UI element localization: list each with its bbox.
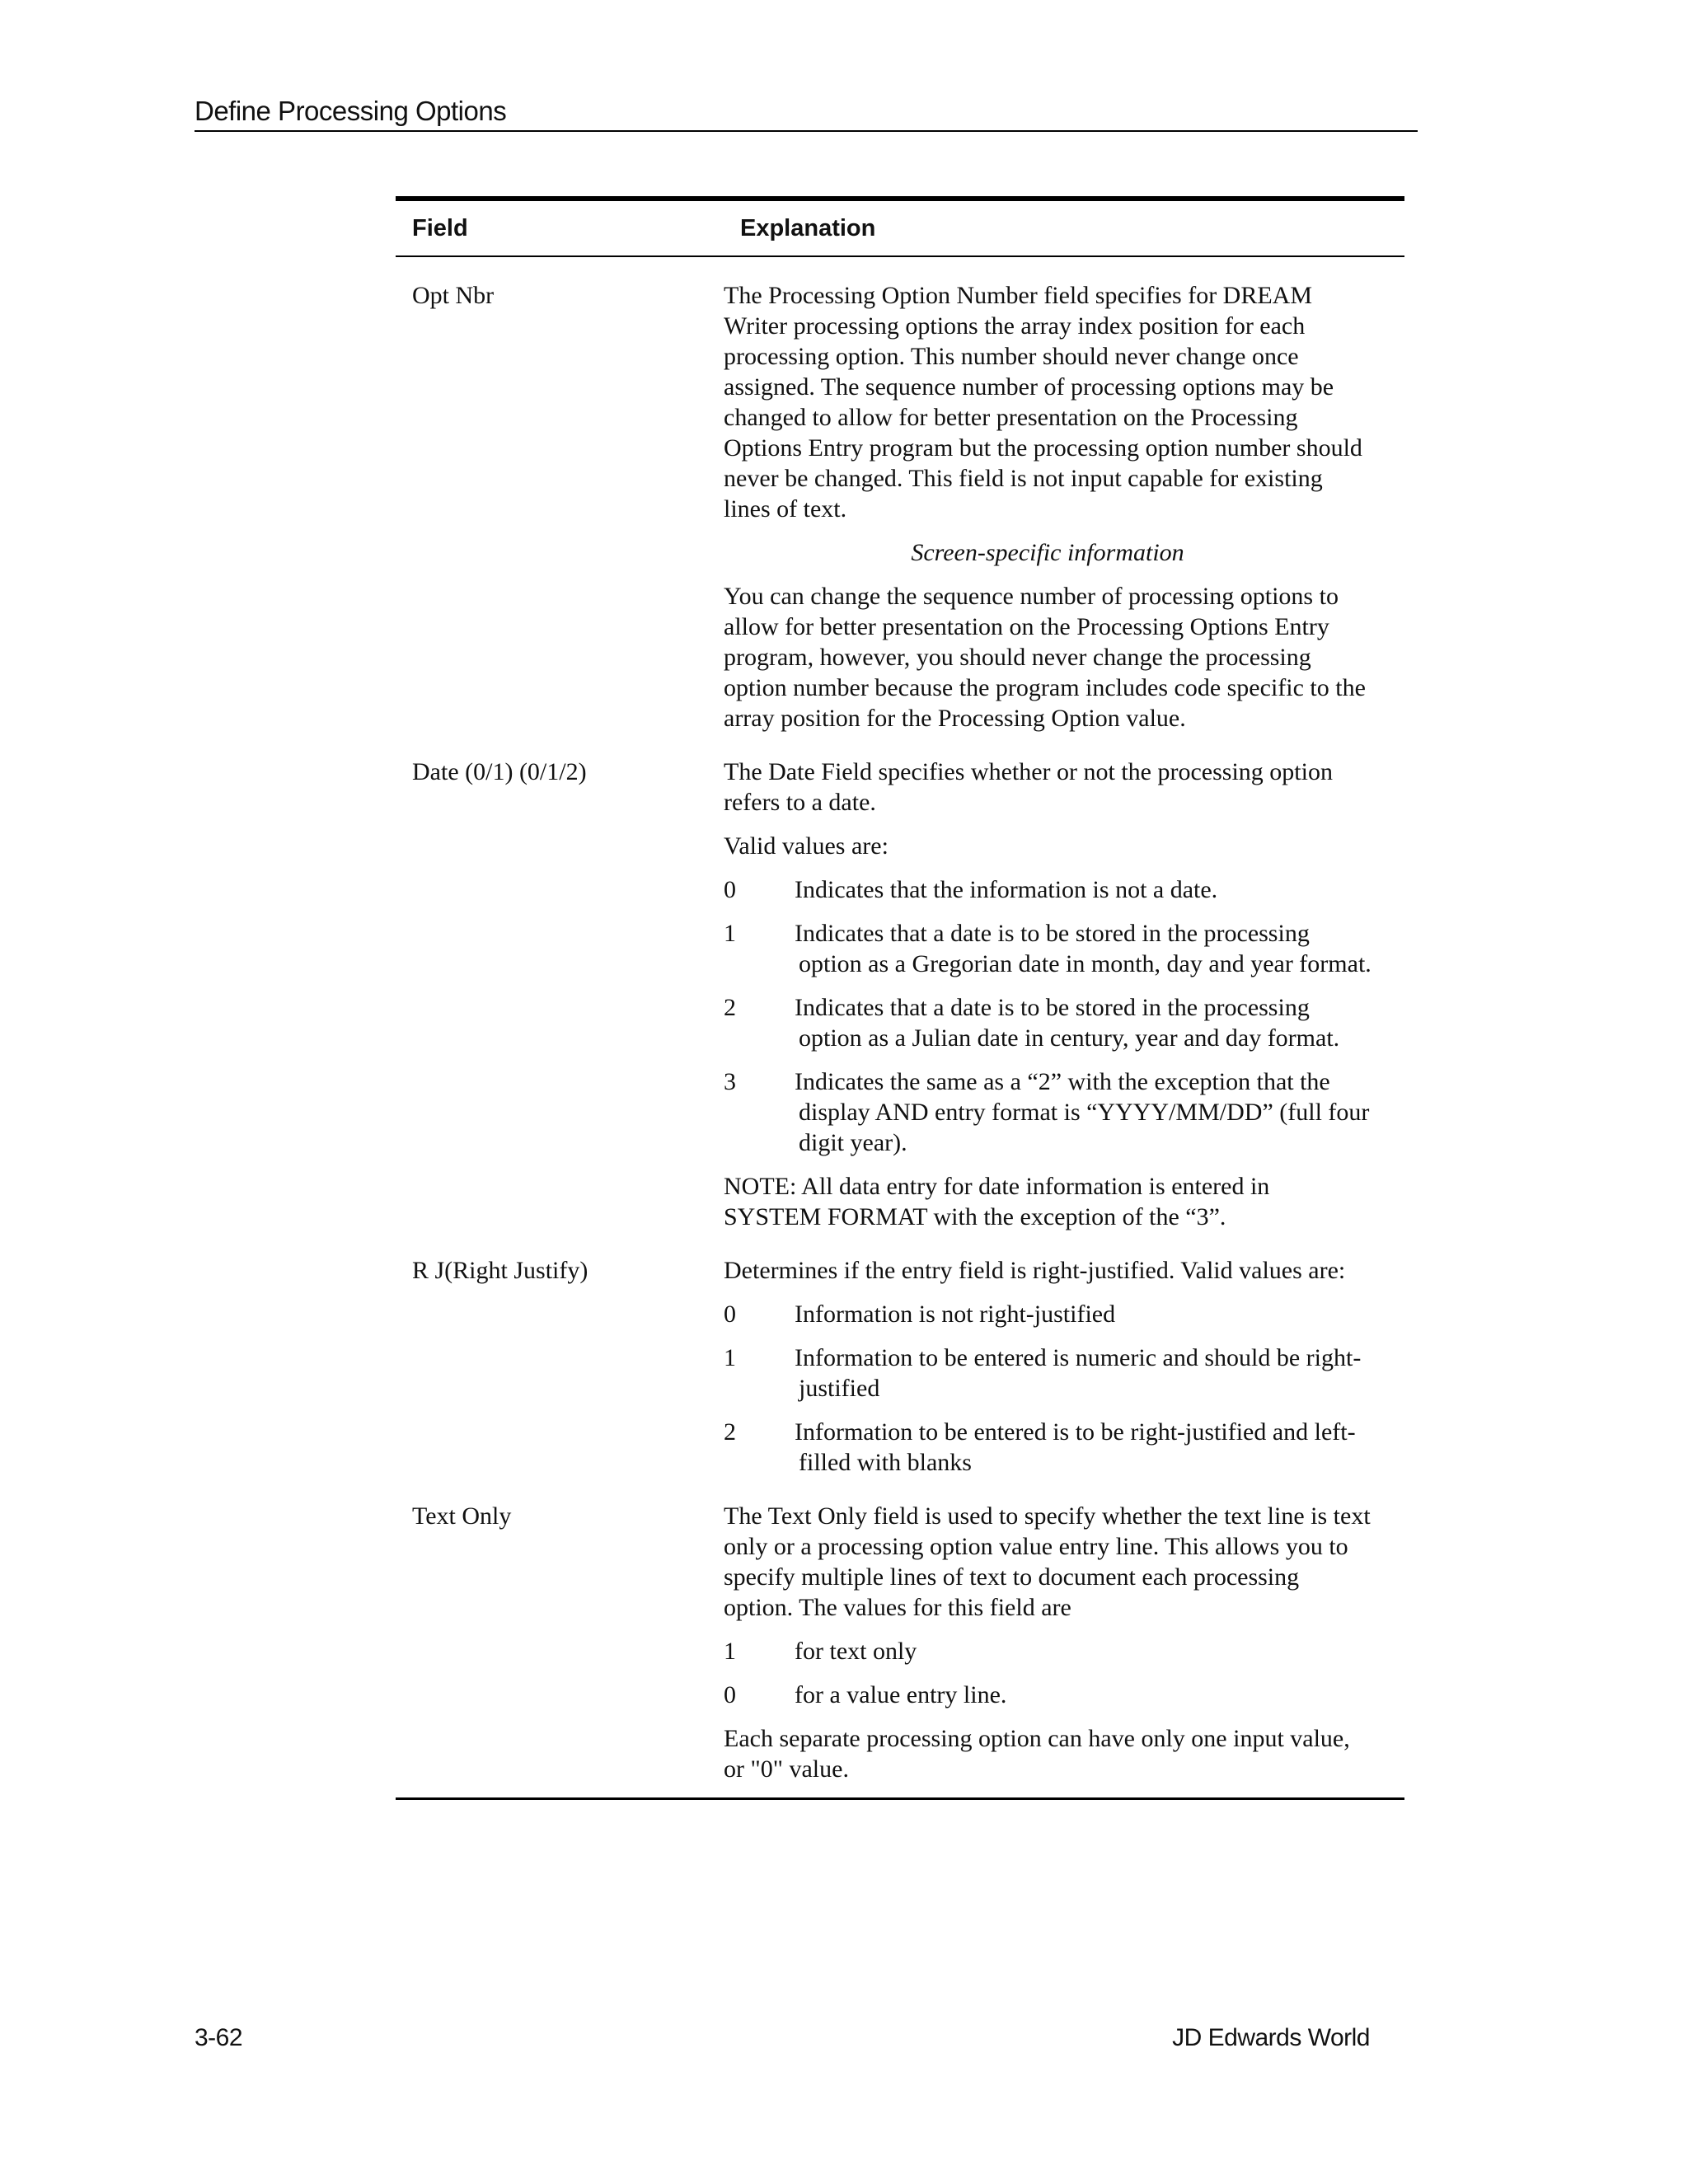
column-header-field: Field	[412, 214, 468, 241]
explanation-paragraph: The Text Only field is used to specify whether the text line is text only or a processing option value entry line. This allows you to specify multiple lines of text to document each processing option. The values for this field are	[724, 1502, 1371, 1621]
value-code: 1	[724, 920, 736, 947]
value-list-item	[724, 992, 1372, 1053]
value-list-item	[724, 1636, 1372, 1666]
table-bottom-rule	[396, 1797, 1404, 1800]
header-rule	[195, 130, 1418, 132]
field-explanation	[724, 1255, 1372, 1478]
value-description: Indicates the same as a “2” with the exception that the display AND entry format is “YYYY/MM/DD” (full four digit year).	[795, 1068, 1370, 1156]
value-code: 0	[724, 1301, 736, 1328]
valid-values-intro: Valid values are:	[724, 832, 889, 860]
screen-specific-subheading: Screen-specific information	[911, 539, 1184, 566]
explanation-paragraph: Determines if the entry field is right-justified. Valid values are:	[724, 1257, 1346, 1284]
table-row	[396, 757, 1404, 1232]
value-code: 0	[724, 876, 736, 903]
value-list-item	[724, 1417, 1372, 1478]
value-code: 2	[724, 1418, 736, 1446]
value-description: Information is not right-justified	[795, 1301, 1116, 1328]
value-list-item	[724, 918, 1372, 979]
publisher-name: JD Edwards World	[1172, 2024, 1370, 2051]
value-list-item	[724, 1066, 1372, 1158]
explanation-paragraph: The Date Field specifies whether or not the processing option refers to a date.	[724, 758, 1333, 816]
value-code: 3	[724, 1068, 736, 1095]
explanation-paragraph: Each separate processing option can have only one input value, or "0" value.	[724, 1725, 1350, 1783]
value-description: Information to be entered is to be right-justified and left-filled with blanks	[795, 1418, 1356, 1476]
value-code: 0	[724, 1681, 736, 1708]
page-header-title: Define Processing Options	[195, 96, 507, 126]
field-name: Date (0/1) (0/1/2)	[412, 758, 587, 785]
table-body	[396, 257, 1404, 1784]
value-description: Indicates that a date is to be stored in the processing option as a Julian date in century, year and day format.	[795, 994, 1340, 1052]
field-explanation	[724, 280, 1372, 733]
explanation-paragraph: You can change the sequence number of processing options to allow for better presentation on the Processing Options Entry program, however, you should never change the processing option number because the program includes code specific to the array position for the Processing Option value.	[724, 583, 1366, 732]
table-row	[396, 1501, 1404, 1784]
value-code: 1	[724, 1638, 736, 1665]
field-explanation	[724, 1501, 1372, 1784]
value-list-item	[724, 1343, 1372, 1404]
value-list-item	[724, 1680, 1372, 1710]
value-code: 1	[724, 1344, 736, 1371]
field-explanation	[724, 757, 1372, 1232]
value-description: Information to be entered is numeric and should be right-justified	[795, 1344, 1362, 1402]
field-explanation-table	[396, 196, 1404, 1800]
table-row	[396, 1255, 1404, 1478]
value-description: for a value entry line.	[795, 1681, 1007, 1708]
table-header	[396, 201, 1404, 257]
page-number: 3-62	[195, 2024, 243, 2051]
field-name: R J(Right Justify)	[412, 1257, 588, 1284]
note-paragraph: NOTE: All data entry for date information is entered in SYSTEM FORMAT with the exception of the “3”.	[724, 1173, 1270, 1230]
value-description: Indicates that the information is not a date.	[795, 876, 1218, 903]
value-description: for text only	[795, 1638, 917, 1665]
field-name: Opt Nbr	[412, 282, 495, 309]
explanation-paragraph: The Processing Option Number field specifies for DREAM Writer processing options the array index position for each processing option. This number should never change once assigned. The sequence number of processing options may be changed to allow for better presentation on the Processing Options Entry program but the processing option number should never be changed. This field is not input capable for existing lines of text.	[724, 282, 1362, 523]
value-code: 2	[724, 994, 736, 1021]
value-description: Indicates that a date is to be stored in the processing option as a Gregorian date in month, day and year format.	[795, 920, 1372, 977]
column-header-explanation: Explanation	[740, 214, 876, 241]
table-row	[396, 280, 1404, 733]
field-name: Text Only	[412, 1502, 512, 1530]
value-list-item	[724, 1299, 1372, 1329]
value-list-item	[724, 874, 1372, 905]
